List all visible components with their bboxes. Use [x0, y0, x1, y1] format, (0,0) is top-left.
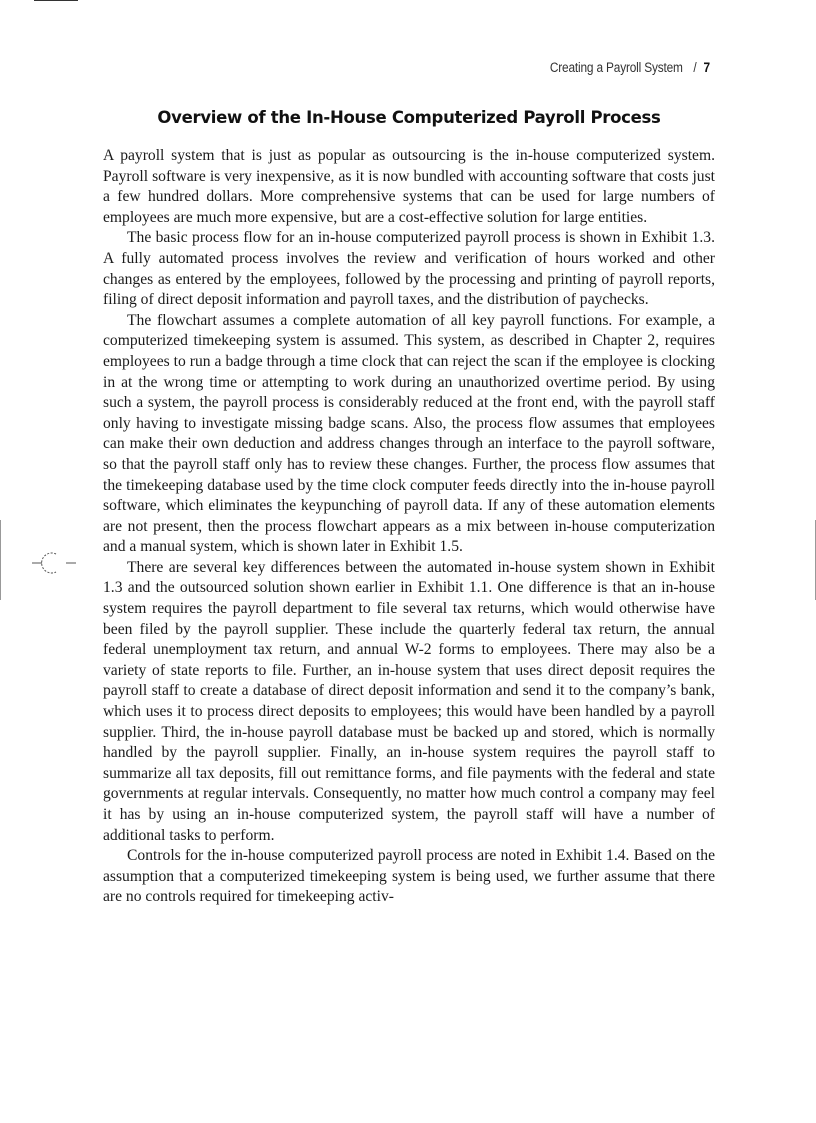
- paragraph: The flowchart assumes a complete automation of all key payroll functions. For example, a computerized timekeeping system is assumed. This system, as described in Chapter 2, requires employees to run a badge through a time clock that can reject the scan if the employee is clocking in at the wrong time or attempting to work during an unauthorized overtime period. By using such a system, the payroll process is considerably reduced at the front end, with the payroll staff only having to investigate missing badge scans. Also, the process flow assumes that employees can make their own deduction and address changes through an interface to the payroll software, so that the payroll staff only has to review these changes. Further, the process flow assumes that the timekeeping database used by the time clock computer feeds directly into the in-house payroll software, which eliminates the keypunching of payroll data. If any of these automation elements are not present, then the process flowchart appears as a mix between in-house computerization and a manual system, which is shown later in Exhibit 1.5.: [103, 311, 715, 556]
- header-separator: /: [693, 60, 697, 75]
- section-title: Overview of the In-House Computerized Payroll Process: [157, 108, 661, 127]
- paragraph: There are several key differences between the automated in-house system shown in Exhibit 1.3 and the outsourced solution shown earlier in Exhibit 1.1. One difference is that an in-house system requires the payroll department to file several tax returns, which would otherwise have been filed by the payroll supplier. These include the quarterly federal tax return, the annual federal unemployment tax return, and annual W-2 forms to employees. There may also be a variety of state reports to file. Further, an in-house system that uses direct deposit requires the payroll staff to create a database of direct deposit information and send it to the company’s bank, which uses it to process direct deposits to employees; this would have been handled by a payroll supplier. Third, the in-house payroll database must be backed up and stored, which is normally handled by the payroll supplier. Finally, an in-house system requires the payroll staff to summarize all tax deposits, fill out remittance forms, and file payments with the federal and state governments at regular intervals. Consequently, no matter how much control a company may feel it has by using an in-house computerized system, the payroll staff will have a number of additional tasks to perform.: [103, 558, 715, 844]
- running-title: Creating a Payroll System: [549, 60, 683, 75]
- body-text: [103, 146, 715, 908]
- paragraph: A payroll system that is just as popular as outsourcing is the in-house computerized system. Payroll software is very inexpensive, as it is now bundled with accounting software that costs just a few hundred dollars. More comprehensive systems that can be used for large numbers of employees are much more expensive, but are a cost-effective solution for large entities.: [103, 147, 715, 226]
- paragraph: Controls for the in-house computerized payroll process are noted in Exhibit 1.4. Based on the assumption that a computerized timekeeping system is being used, we further assume that there are no controls required for timekeeping activ-: [103, 847, 715, 906]
- registration-mark-icon: [30, 548, 78, 578]
- running-header: [550, 60, 710, 75]
- paragraph: The basic process flow for an in-house computerized payroll process is shown in Exhibit 1.3. A fully automated process involves the review and verification of hours worked and other changes as entered by the employees, followed by the processing and printing of payroll reports, filing of direct deposit information and payroll taxes, and the distribution of paychecks.: [103, 229, 715, 309]
- edge-rule-left: [0, 520, 1, 600]
- crop-mark: [34, 0, 78, 1]
- page-number: 7: [703, 60, 710, 75]
